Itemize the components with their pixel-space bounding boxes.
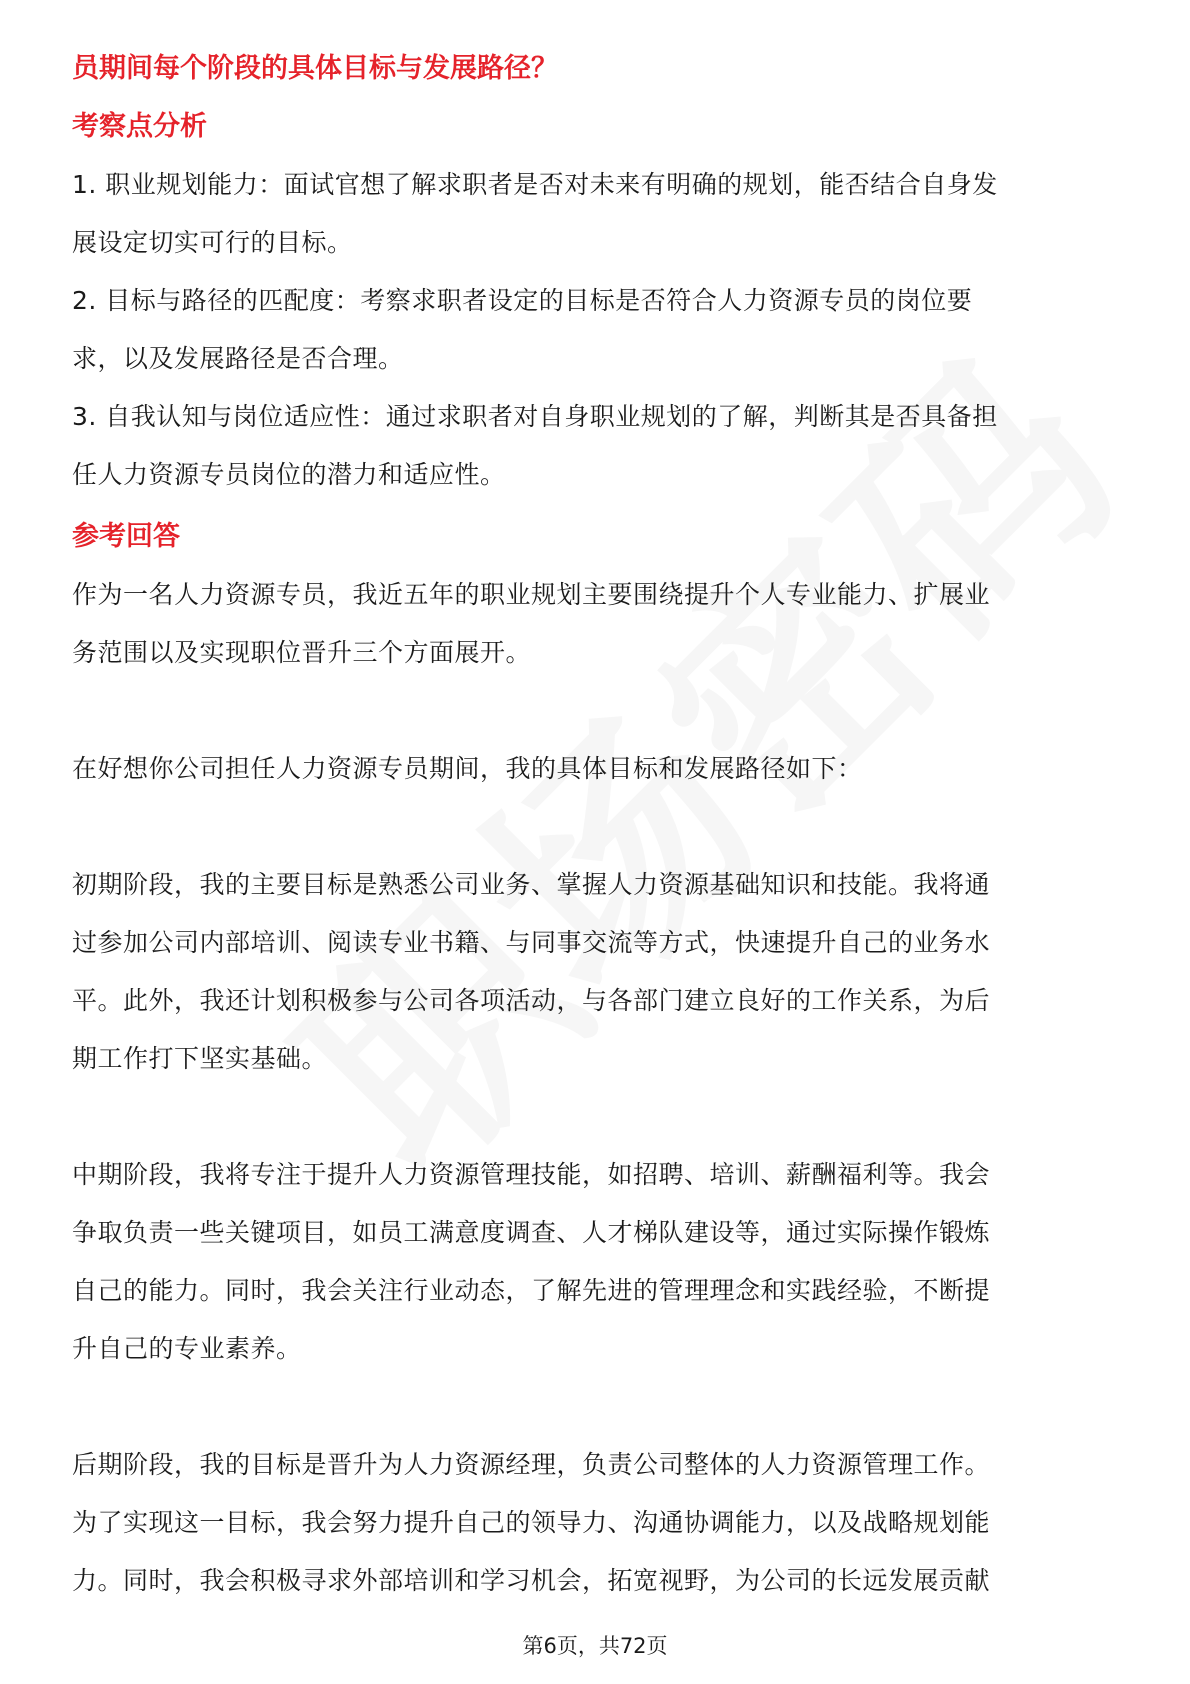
- text-line: 力。同时，我会积极寻求外部培训和学习机会，拓宽视野，为公司的长远发展贡献: [72, 1566, 991, 1595]
- text-line: 在好想你公司担任人力资源专员期间，我的具体目标和发展路径如下：: [72, 754, 863, 783]
- answer-paragraph-3: [72, 856, 1122, 1088]
- analysis-point-1: [72, 156, 1122, 272]
- answer-paragraph-1: [72, 566, 1122, 682]
- analysis-heading: 考察点分析: [72, 111, 207, 142]
- text-line: 作为一名人力资源专员，我近五年的职业规划主要围绕提升个人专业能力、扩展业: [72, 580, 991, 609]
- text-line: 自己的能力。同时，我会关注行业动态，了解先进的管理理念和实践经验，不断提: [72, 1276, 991, 1305]
- text-line: 1. 职业规划能力：面试官想了解求职者是否对未来有明确的规划，能否结合自身发: [72, 170, 998, 199]
- answer-heading: 参考回答: [72, 521, 180, 552]
- text-line: 求，以及发展路径是否合理。: [72, 344, 404, 373]
- text-line: 后期阶段，我的目标是晋升为人力资源经理，负责公司整体的人力资源管理工作。: [72, 1450, 991, 1479]
- page-number-footer: 第6页，共72页: [522, 1634, 668, 1658]
- analysis-point-2: [72, 272, 1122, 388]
- text-line: 任人力资源专员岗位的潜力和适应性。: [72, 460, 506, 489]
- text-line: 初期阶段，我的主要目标是熟悉公司业务、掌握人力资源基础知识和技能。我将通: [72, 870, 991, 899]
- answer-paragraph-5: [72, 1436, 1122, 1610]
- text-line: 3. 自我认知与岗位适应性：通过求职者对自身职业规划的了解，判断其是否具备担: [72, 402, 998, 431]
- text-line: 为了实现这一目标，我会努力提升自己的领导力、沟通协调能力，以及战略规划能: [72, 1508, 991, 1537]
- text-line: 中期阶段，我将专注于提升人力资源管理技能，如招聘、培训、薪酬福利等。我会: [72, 1160, 991, 1189]
- text-line: 过参加公司内部培训、阅读专业书籍、与同事交流等方式，快速提升自己的业务水: [72, 928, 991, 957]
- text-line: 务范围以及实现职位晋升三个方面展开。: [72, 638, 532, 667]
- text-line: 期工作打下坚实基础。: [72, 1044, 328, 1073]
- answer-paragraph-2: [72, 740, 1122, 798]
- text-line: 升自己的专业素养。: [72, 1334, 302, 1363]
- text-line: 展设定切实可行的目标。: [72, 228, 353, 257]
- text-line: 2. 目标与路径的匹配度：考察求职者设定的目标是否符合人力资源专员的岗位要: [72, 286, 973, 315]
- question-title: 员期间每个阶段的具体目标与发展路径？: [72, 53, 558, 84]
- answer-paragraph-4: [72, 1146, 1122, 1378]
- text-line: 平。此外，我还计划积极参与公司各项活动，与各部门建立良好的工作关系，为后: [72, 986, 991, 1015]
- document-page: [72, 40, 1122, 1610]
- text-line: 争取负责一些关键项目，如员工满意度调查、人才梯队建设等，通过实际操作锻炼: [72, 1218, 991, 1247]
- analysis-point-3: [72, 388, 1122, 504]
